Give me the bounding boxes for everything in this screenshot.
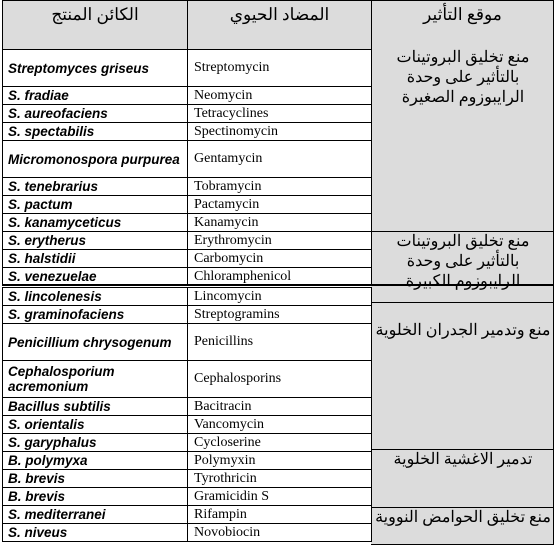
- organism-cell: S. spectabilis: [2, 122, 188, 141]
- antibiotic-cell: Tyrothricin: [187, 469, 372, 488]
- organism-cell: S. lincolenesis: [2, 287, 188, 306]
- organism-cell: Bacillus subtilis: [2, 397, 188, 416]
- antibiotic-cell: Streptomycin: [187, 49, 372, 87]
- antibiotic-cell: Vancomycin: [187, 415, 372, 434]
- site-label-membrane: تدمير الاغشية الخلوية: [393, 451, 533, 468]
- antibiotic-cell: Carbomycin: [187, 249, 372, 268]
- antibiotic-cell: Streptogramins: [187, 305, 372, 324]
- antibiotic-cell: Cycloserine: [187, 433, 372, 452]
- antibiotic-cell: Kanamycin: [187, 213, 372, 232]
- antibiotic-cell: Gentamycin: [187, 140, 372, 178]
- organism-cell: S. pactum: [2, 195, 188, 214]
- organism-cell: S. graminofaciens: [2, 305, 188, 324]
- antibiotic-cell: Rifampin: [187, 505, 372, 524]
- site-label-cell-wall: منع وتدمير الجدران الخلوية: [375, 322, 551, 339]
- organism-cell: S. kanamyceticus: [2, 213, 188, 232]
- organism-cell: Cephalosporium acremonium: [2, 360, 188, 398]
- organism-cell: S. garyphalus: [2, 433, 188, 452]
- organism-cell: B. brevis: [2, 469, 188, 488]
- site-label-30s: منع تخليق البروتينات بالتأثير على وحدة الرايبوزوم الصغيرة: [396, 49, 530, 106]
- organism-cell: Streptomyces griseus: [2, 49, 188, 87]
- antibiotic-cell: Novobiocin: [187, 523, 372, 542]
- organism-cell: Micromonospora purpurea: [2, 140, 188, 178]
- organism-cell: B. polymyxa: [2, 451, 188, 470]
- antibiotic-cell: Pactamycin: [187, 195, 372, 214]
- organism-cell: S. aureofaciens: [2, 104, 188, 123]
- site-label-50s: منع تخليق البروتينات بالتأثير على وحدة الرايبوزوم الكبيرة: [396, 233, 530, 290]
- organism-cell: S. tenebrarius: [2, 177, 188, 196]
- organism-cell: S. venezuelae: [2, 267, 188, 286]
- antibiotic-cell: Lincomycin: [187, 287, 372, 306]
- organism-cell: S. mediterranei: [2, 505, 188, 524]
- site-column-right-border: [553, 49, 554, 545]
- antibiotics-table: [2, 0, 554, 545]
- site-label-nucleic-acid: منع تخليق الحوامض النووية: [375, 509, 551, 526]
- antibiotic-cell: Tobramycin: [187, 177, 372, 196]
- site-group-divider: [371, 544, 554, 545]
- antibiotic-cell: Cephalosporins: [187, 360, 372, 398]
- antibiotic-cell: Erythromycin: [187, 231, 372, 250]
- antibiotic-cell: Bacitracin: [187, 397, 372, 416]
- header-antibiotic: المضاد الحيوي: [187, 0, 372, 50]
- antibiotic-cell: Tetracyclines: [187, 104, 372, 123]
- antibiotic-cell: Neomycin: [187, 86, 372, 105]
- organism-cell: S. orientalis: [2, 415, 188, 434]
- organism-cell: S. erytherus: [2, 231, 188, 250]
- antibiotic-cell: Gramicidin S: [187, 487, 372, 506]
- organism-cell: Penicillium chrysogenum: [2, 323, 188, 361]
- site-column-background: [371, 49, 554, 545]
- organism-cell: S. halstidii: [2, 249, 188, 268]
- antibiotic-cell: Chloramphenicol: [187, 267, 372, 286]
- header-organism: الكائن المنتج: [2, 0, 188, 50]
- antibiotic-cell: Polymyxin: [187, 451, 372, 470]
- organism-cell: S. niveus: [2, 523, 188, 542]
- antibiotic-cell: Spectinomycin: [187, 122, 372, 141]
- site-group-divider: [371, 302, 554, 303]
- header-site: موقع التأثير: [371, 0, 554, 50]
- organism-cell: B. brevis: [2, 487, 188, 506]
- organism-cell: S. fradiae: [2, 86, 188, 105]
- antibiotic-cell: Penicillins: [187, 323, 372, 361]
